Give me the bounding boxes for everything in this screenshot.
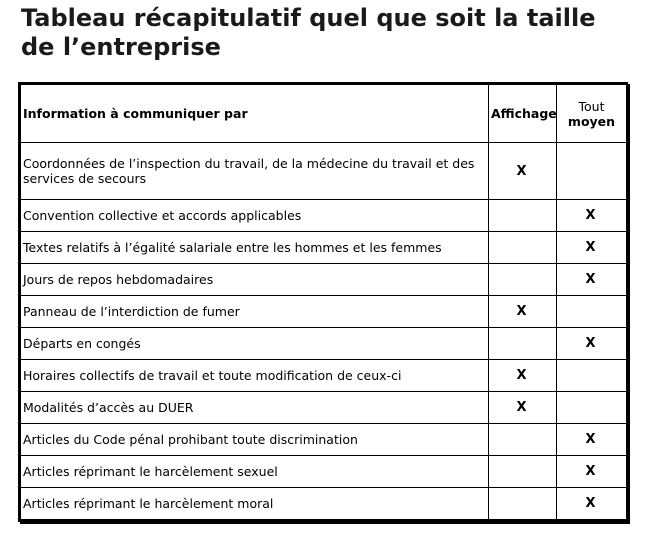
- table-row: [21, 200, 627, 232]
- header-affichage: Affichage: [489, 85, 557, 143]
- header-moyen: moyen: [567, 113, 616, 129]
- page-title: Tableau récapitulatif quel que soit la taille de l’entreprise: [21, 4, 596, 61]
- affichage-mark: [489, 232, 557, 264]
- tout-moyen-mark: [557, 392, 627, 424]
- tout-moyen-mark: [557, 143, 627, 200]
- affichage-mark: X: [489, 360, 557, 392]
- tout-moyen-mark: [557, 296, 627, 328]
- row-label: Départs en congés: [21, 328, 489, 360]
- header-tout: Tout: [578, 98, 605, 114]
- header-tout-moyen: [557, 85, 627, 143]
- tout-moyen-mark: [557, 360, 627, 392]
- table-header-row: [21, 85, 627, 143]
- row-label: Textes relatifs à l’égalité salariale entre les hommes et les femmes: [21, 232, 489, 264]
- affichage-mark: X: [489, 143, 557, 200]
- tout-moyen-mark: X: [557, 424, 627, 456]
- tout-moyen-mark: X: [557, 264, 627, 296]
- row-label: Articles réprimant le harcèlement moral: [21, 488, 489, 520]
- table-row: [21, 488, 627, 520]
- row-label: Modalités d’accès au DUER: [21, 392, 489, 424]
- affichage-mark: [489, 424, 557, 456]
- table-row: [21, 392, 627, 424]
- affichage-mark: X: [489, 296, 557, 328]
- tout-moyen-mark: X: [557, 456, 627, 488]
- row-label: Jours de repos hebdomadaires: [21, 264, 489, 296]
- table-row: [21, 232, 627, 264]
- row-label: Coordonnées de l’inspection du travail, de la médecine du travail et des services de secours: [21, 143, 489, 200]
- row-label: Articles réprimant le harcèlement sexuel: [21, 456, 489, 488]
- affichage-mark: [489, 456, 557, 488]
- table-row: [21, 360, 627, 392]
- tout-moyen-mark: X: [557, 488, 627, 520]
- affichage-mark: [489, 328, 557, 360]
- tout-moyen-mark: X: [557, 328, 627, 360]
- affichage-mark: [489, 264, 557, 296]
- affichage-mark: [489, 200, 557, 232]
- affichage-mark: X: [489, 392, 557, 424]
- table-row: [21, 264, 627, 296]
- table-row: [21, 143, 627, 200]
- table-row: [21, 296, 627, 328]
- affichage-mark: [489, 488, 557, 520]
- table-row: [21, 456, 627, 488]
- tout-moyen-mark: X: [557, 200, 627, 232]
- header-information: Information à communiquer par: [21, 85, 489, 143]
- tout-moyen-mark: X: [557, 232, 627, 264]
- summary-table-grid: [20, 84, 627, 520]
- table-row: [21, 328, 627, 360]
- row-label: Horaires collectifs de travail et toute modification de ceux-ci: [21, 360, 489, 392]
- summary-table: [18, 82, 628, 522]
- row-label: Articles du Code pénal prohibant toute discrimination: [21, 424, 489, 456]
- table-row: [21, 424, 627, 456]
- row-label: Panneau de l’interdiction de fumer: [21, 296, 489, 328]
- row-label: Convention collective et accords applicables: [21, 200, 489, 232]
